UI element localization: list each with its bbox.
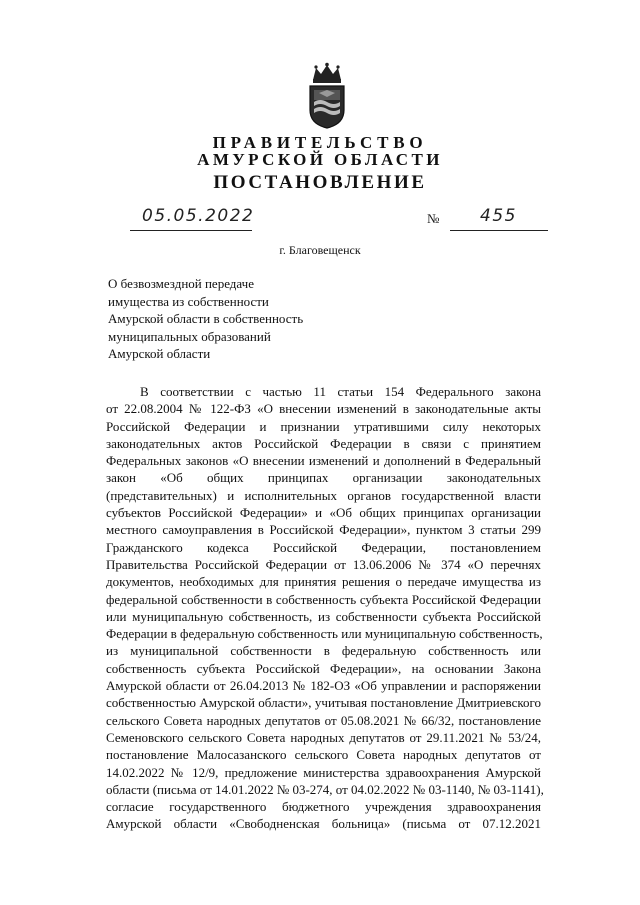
body-line: из муниципальной собственности в федеральную собственность или xyxy=(106,643,541,659)
body-line: законодательных актов Российской Федерации в связи с принятием xyxy=(106,435,541,451)
date-field xyxy=(130,206,255,231)
body-line: сельского Совета народных депутатов от 05.08.2021 № 66/32, постановление xyxy=(106,712,541,728)
government-name-line1: ПРАВИТЕЛЬСТВО xyxy=(212,133,428,152)
handwritten-date: 05.05.2022 xyxy=(142,206,255,226)
body-line: Российской Федерации и признании утратившими силу некоторых xyxy=(106,418,541,434)
body-line: Федеральных законов «О внесении изменений и дополнений в Федеральный xyxy=(106,453,541,469)
body-line: федеральной собственности в собственность субъекта Российской Федерации xyxy=(106,591,541,607)
city-label: г. Благовещенск xyxy=(279,243,361,257)
body-line: от 22.08.2004 № 122-ФЗ «О внесении изменений в законодательные акты xyxy=(106,401,541,417)
number-sign: № xyxy=(427,211,440,226)
body-line: Правительства Российской Федерации от 13.06.2006 № 374 «О перечнях xyxy=(106,556,541,572)
subject-line: Амурской области в собственность xyxy=(108,311,304,327)
subject-line: муниципальных образований xyxy=(108,328,271,344)
body-line: местного самоуправления в Российской Федерации», пунктом 3 статьи 299 xyxy=(106,522,541,538)
body-line: субъектов Российской Федерации» и «Об общих принципах организации xyxy=(106,505,541,521)
body-line: собственностью Амурской области», учитывая постановление Дмитриевского xyxy=(106,695,541,711)
body-line: Амурской области от 26.04.2013 № 182-ОЗ «Об управлении и распоряжении xyxy=(106,678,541,694)
body-line: 14.02.2022 № 12/9, предложение министерства здравоохранения Амурской xyxy=(106,764,541,780)
body-line: (представительных) и исполнительных органов государственной власти xyxy=(106,487,541,503)
body-line: Гражданского кодекса Российской Федерации, постановлением xyxy=(106,539,541,555)
handwritten-number: 455 xyxy=(480,206,517,226)
document-body xyxy=(106,383,544,833)
government-name-line2: АМУРСКОЙ ОБЛАСТИ xyxy=(197,150,443,169)
body-line: области (письма от 14.01.2022 № 03-274, от 04.02.2022 № 03-1140, № 03-1141), xyxy=(106,781,544,797)
body-line: закон «Об общих принципах организации законодательных xyxy=(106,470,541,486)
body-line: собственность субъекта Российской Федерации», на основании Закона xyxy=(106,660,541,676)
document-subject xyxy=(108,275,303,363)
body-line: В соответствии с частью 11 статьи 154 Федерального закона xyxy=(140,384,541,399)
body-line: Федерации в федеральную собственность или муниципальную собственность, xyxy=(106,626,543,642)
body-line: Амурской области «Свободненская больница» (письма от 07.12.2021 xyxy=(106,816,541,832)
body-line: постановление Малосазанского сельского Совета народных депутатов от xyxy=(106,747,541,763)
subject-line: Амурской области xyxy=(108,346,211,362)
amur-region-coat-of-arms-icon xyxy=(307,62,347,130)
body-line: документов, необходимых для принятия решения о передаче имущества из xyxy=(106,574,541,590)
document-type-title: ПОСТАНОВЛЕНИЕ xyxy=(213,172,427,193)
body-line: или муниципальную собственность, из собственности субъекта Российской xyxy=(106,608,541,624)
number-field xyxy=(450,208,548,231)
body-line: Семеновского сельского Совета народных депутатов от 29.11.2021 № 53/24, xyxy=(106,729,541,745)
body-line: согласие государственного бюджетного учреждения здравоохранения xyxy=(106,799,541,815)
subject-line: О безвозмездной передаче xyxy=(108,276,254,291)
subject-line: имущества из собственности xyxy=(108,293,269,309)
